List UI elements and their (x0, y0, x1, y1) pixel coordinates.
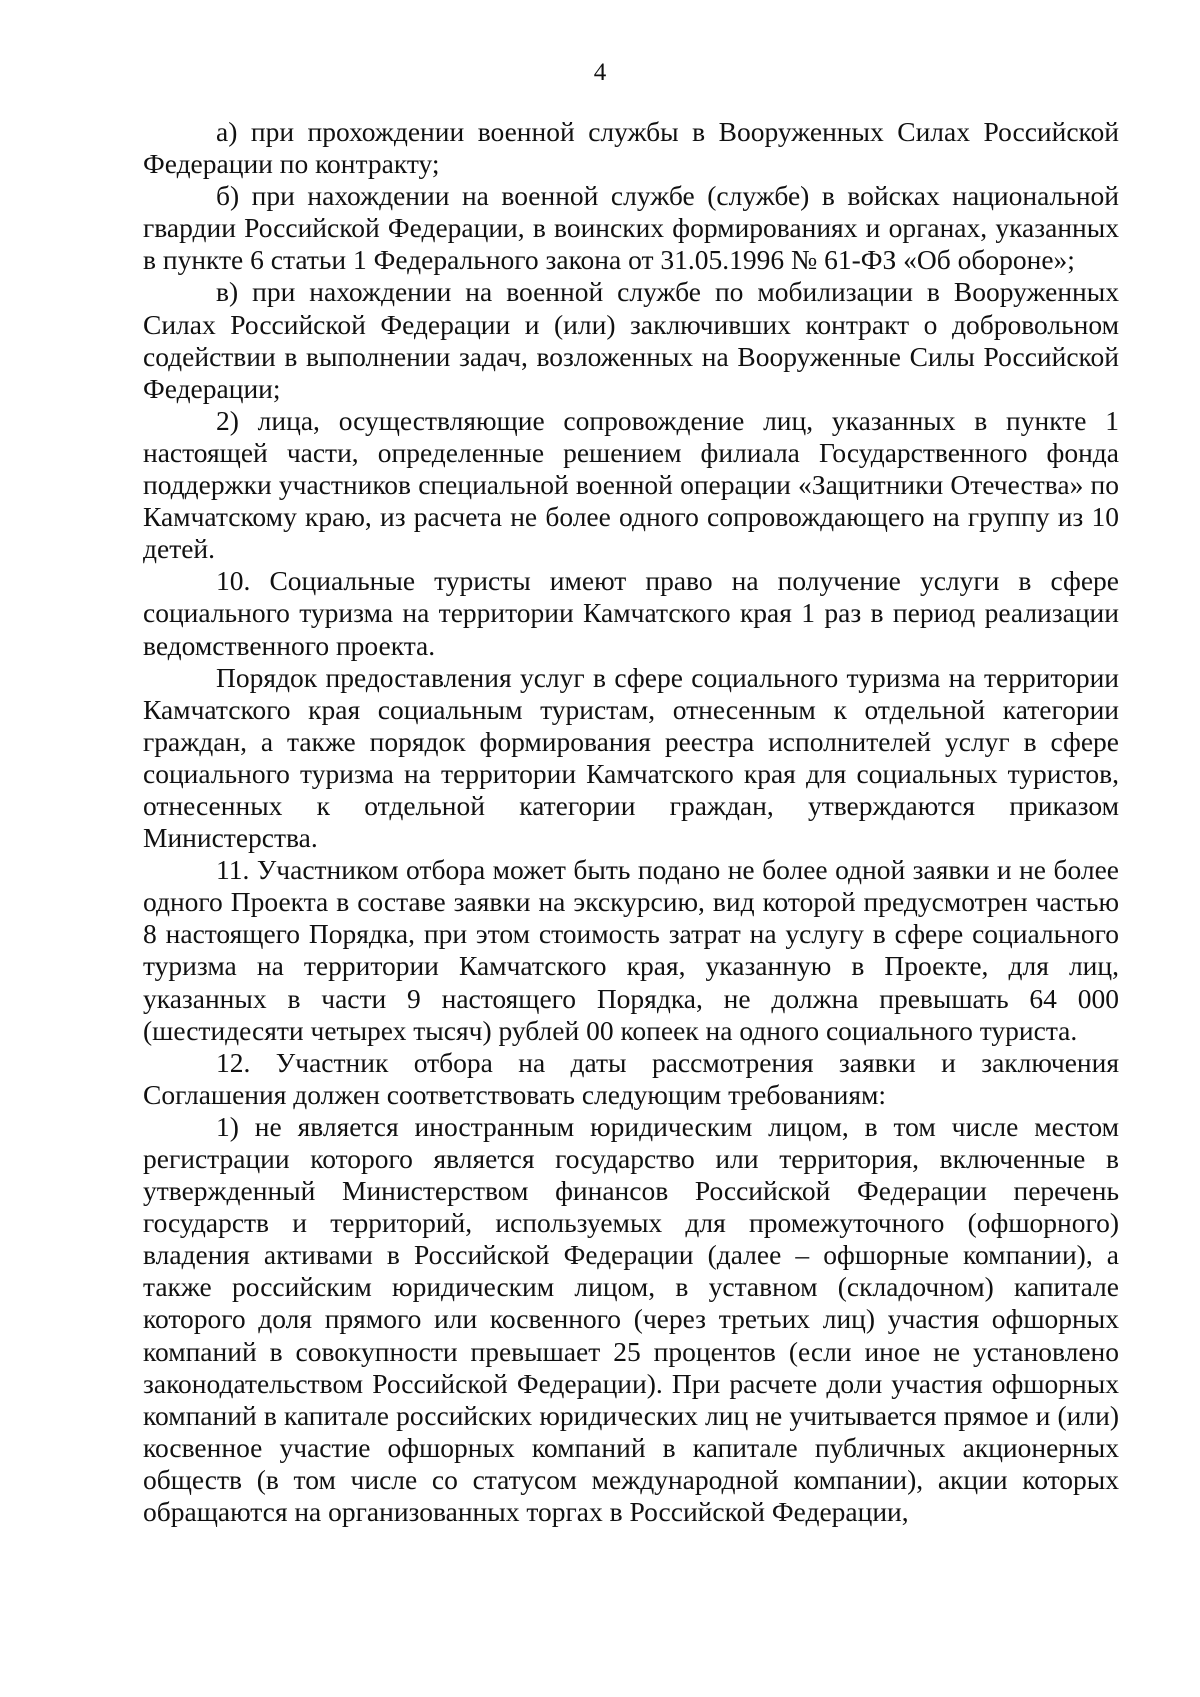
page-number: 4 (593, 59, 607, 86)
paragraph-part-11: 11. Участником отбора может быть подано не более одной заявки и не более одного Проекта в составе заявки на экскурсию, вид которой предусмотрен частью 8 настоящего Порядка, при этом стоимость затрат на услугу в сфере социального туризма на территории Камчатского края, указанную в Проекте, для лиц, указанных в части 9 настоящего Порядка, не должна превышать 64 000 (шестидесяти четырех тысяч) рублей 00 копеек на одного социального туриста. (143, 854, 1119, 1046)
paragraph-item-v: в) при нахождении на военной службе по мобилизации в Вооруженных Силах Российской Федерации и (или) заключивших контракт о добровольном содействии в выполнении задач, возложенных на Вооруженные Силы Российской Федерации; (143, 276, 1119, 404)
paragraph-item-b: б) при нахождении на военной службе (службе) в войсках национальной гвардии Российской Федерации, в воинских формированиях и органах, указанных в пункте 6 статьи 1 Федерального закона от 31.05.1996 № 61-ФЗ «Об обороне»; (143, 180, 1119, 276)
paragraph-part-10: 10. Социальные туристы имеют право на получение услуги в сфере социального туризма на территории Камчатского края 1 раз в период реализации ведомственного проекта. (143, 565, 1119, 661)
document-body (143, 116, 1119, 1528)
paragraph-part-12: 12. Участник отбора на даты рассмотрения заявки и заключения Соглашения должен соответствовать следующим требованиям: (143, 1046, 1119, 1110)
paragraph-requirement-1: 1) не является иностранным юридическим лицом, в том числе местом регистрации которого является государство или территория, включенные в утвержденный Министерством финансов Российской Федерации перечень государств и территорий, используемых для промежуточного (офшорного) владения активами в Российской Федерации (далее – офшорные компании), а также российским юридическим лицом, в уставном (складочном) капитале которого доля прямого или косвенного (через третьих лиц) участия офшорных компаний в совокупности превышает 25 процентов (если иное не установлено законодательством Российской Федерации). При расчете доли участия офшорных компаний в капитале российских юридических лиц не учитывается прямое и (или) косвенное участие офшорных компаний в капитале публичных акционерных обществ (в том числе со статусом международной компании), акции которых обращаются на организованных торгах в Российской Федерации, (143, 1110, 1119, 1528)
paragraph-item-2: 2) лица, осуществляющие сопровождение лиц, указанных в пункте 1 настоящей части, определенные решением филиала Государственного фонда поддержки участников специальной военной операции «Защитники Отечества» по Камчатскому краю, из расчета не более одного сопровождающего на группу из 10 детей. (143, 404, 1119, 565)
paragraph-procedure: Порядок предоставления услуг в сфере социального туризма на территории Камчатского края социальным туристам, отнесенным к отдельной категории граждан, а также порядок формирования реестра исполнителей услуг в сфере социального туризма на территории Камчатского края для социальных туристов, отнесенных к отдельной категории граждан, утверждаются приказом Министерства. (143, 661, 1119, 854)
paragraph-item-a: а) при прохождении военной службы в Вооруженных Силах Российской Федерации по контракту; (143, 116, 1119, 180)
